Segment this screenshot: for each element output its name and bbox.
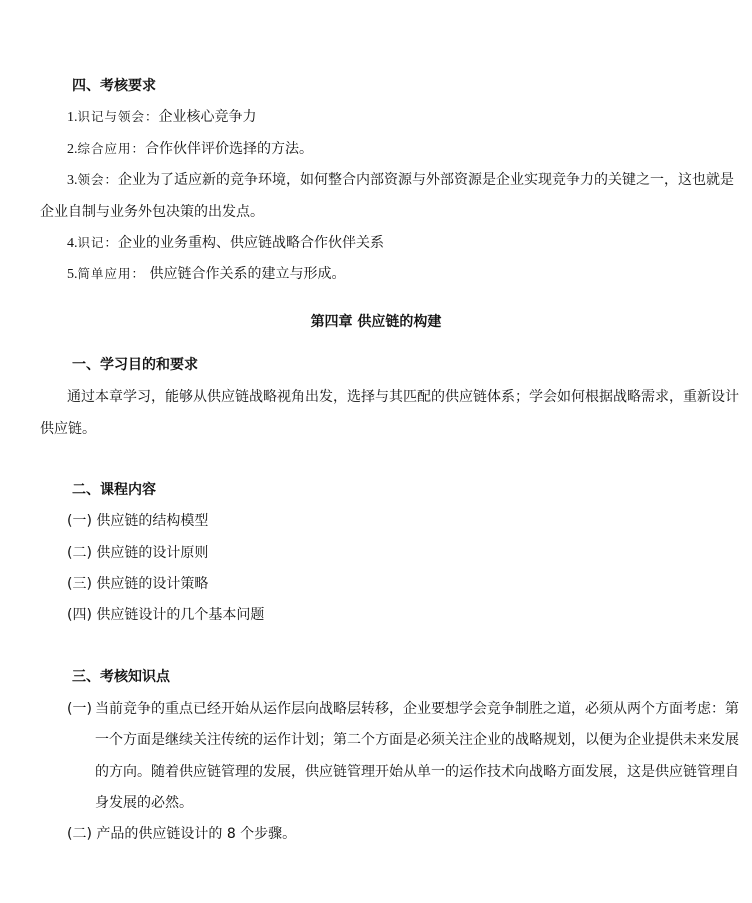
assessment-item-1: 1.识记与领会：企业核心竞争力	[67, 109, 257, 125]
section-heading-knowledge-points: 三、考核知识点	[72, 669, 170, 685]
content-item-2: (二) 供应链的设计原则	[67, 545, 209, 561]
assessment-item-5: 5.简单应用： 供应链合作关系的建立与形成。	[67, 266, 346, 282]
knowledge-item-1-line-3: 的方向。随着供应链管理的发展，供应链管理开始从单一的运作技术向战略方面发展，这是供应链管理自	[95, 764, 739, 780]
content-item-4: (四) 供应链设计的几个基本问题	[67, 607, 265, 623]
content-item-1: (一) 供应链的结构模型	[67, 513, 209, 529]
section-heading-assessment: 四、考核要求	[72, 78, 156, 94]
assessment-item-3: 3.领会：企业为了适应新的竞争环境，如何整合内部资源与外部资源是企业实现竞争力的关键之一，这也就是	[67, 172, 735, 188]
knowledge-item-1-line-2: 一个方面是继续关注传统的运作计划；第二个方面是必须关注企业的战略规划，以便为企业提供未来发展	[95, 732, 739, 748]
chapter-title: 第四章 供应链的构建	[310, 314, 442, 330]
assessment-item-3-continued: 企业自制与业务外包决策的出发点。	[40, 204, 264, 220]
assessment-item-2: 2.综合应用：合作伙伴评价选择的方法。	[67, 141, 314, 157]
objectives-text-line-1: 通过本章学习，能够从供应链战略视角出发，选择与其匹配的供应链体系；学会如何根据战略需求，重新设计	[67, 389, 739, 405]
section-heading-course-content: 二、课程内容	[72, 482, 156, 498]
knowledge-item-2: (二) 产品的供应链设计的 8 个步骤。	[67, 826, 297, 842]
knowledge-item-1-number: (一)	[67, 701, 92, 717]
knowledge-item-1-line-4: 身发展的必然。	[95, 795, 193, 811]
knowledge-item-1-line-1: 当前竞争的重点已经开始从运作层向战略层转移，企业要想学会竞争制胜之道，必须从两个方面考虑：第	[95, 701, 739, 717]
assessment-item-4: 4.识记：企业的业务重构、供应链战略合作伙伴关系	[67, 235, 385, 251]
objectives-text-line-2: 供应链。	[40, 421, 96, 437]
content-item-3: (三) 供应链的设计策略	[67, 576, 209, 592]
section-heading-objectives: 一、学习目的和要求	[72, 357, 198, 373]
